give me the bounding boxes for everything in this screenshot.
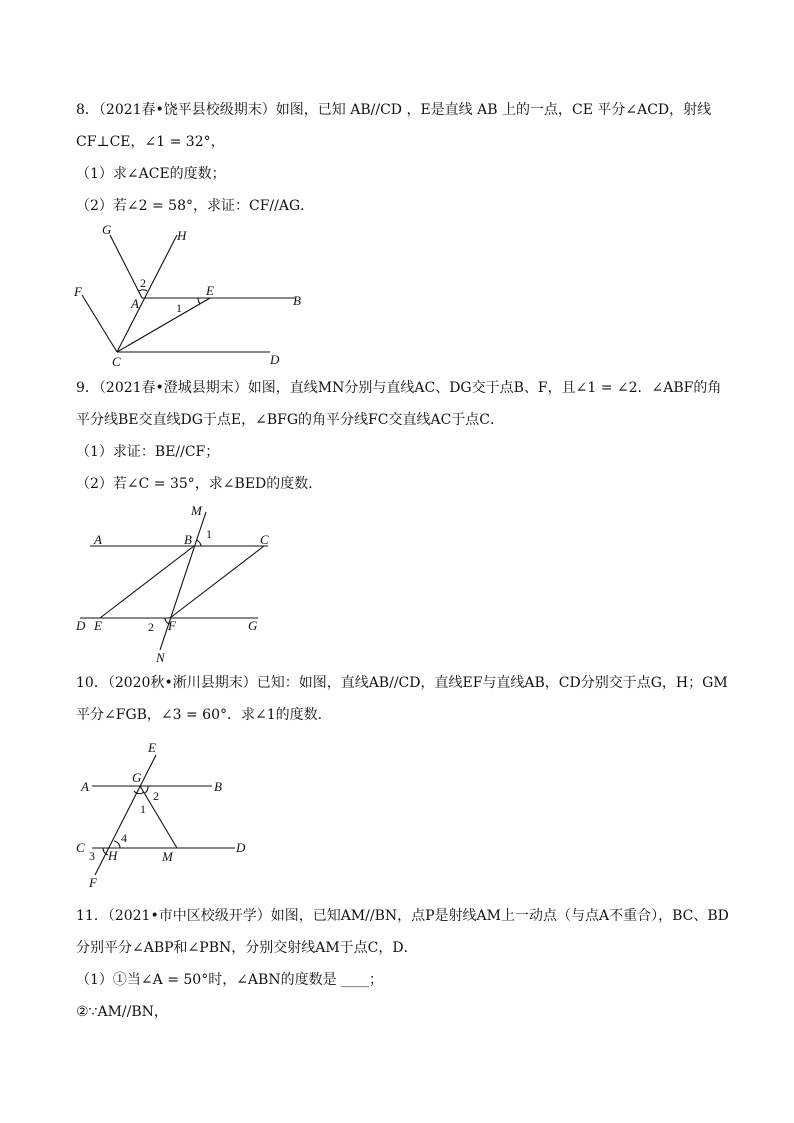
q10-label-G: G: [132, 770, 142, 785]
q8-label-angle2: 2: [140, 276, 146, 290]
q9-line-MN: [160, 512, 206, 650]
q8-label-A: A: [131, 296, 139, 311]
q10-label-E: E: [148, 740, 156, 755]
q8-part2: （2）若∠2 = 58°，求证：CF//AG．: [76, 198, 315, 214]
q9-label-angle2: 2: [148, 620, 154, 634]
q11-line1: 11．（2021•市中区校级开学）如图，已知AM//BN，点P是射线AM上一动点（与点A不重合），BC、BD: [76, 908, 729, 924]
q10-label-B: B: [214, 779, 222, 794]
q9-label-A: A: [94, 532, 102, 547]
q9-segment-BE: [100, 546, 194, 618]
q9-line1: 9．（2021春•澄城县期末）如图，直线MN分别与直线AC、DG交于点B、F，且∠1 = ∠2．∠ABF的角: [76, 380, 722, 396]
q9-label-C: C: [260, 532, 269, 547]
q9-label-D: D: [76, 618, 86, 633]
q8-label-G: G: [102, 222, 112, 237]
q10-label-H: H: [108, 848, 118, 863]
q8-figure: [70, 220, 320, 370]
q9-label-N: N: [156, 650, 165, 665]
q9-label-F: F: [168, 618, 176, 633]
q10-line1: 10．（2020秋•淅川县期末）已知：如图，直线AB//CD，直线EF与直线AB，CD分别交于点G，H；GM: [76, 675, 728, 691]
q8-ray-CF: [82, 295, 117, 352]
q8-line2: CF⊥CE，∠1 = 32°，: [76, 134, 225, 150]
q10-angle2-arc: [145, 786, 148, 793]
q8-part1: （1）求∠ACE的度数；: [76, 166, 226, 182]
q8-label-C: C: [112, 354, 121, 369]
q10-line2: 平分∠FGB，∠3 = 60°．求∠1的度数．: [76, 707, 332, 723]
q9-label-angle1: 1: [206, 527, 212, 541]
q9-part2: （2）若∠C = 35°，求∠BED的度数．: [76, 476, 323, 492]
q8-line1: 8．（2021春•饶平县校级期末）如图，已知 AB//CD ，E是直线 AB 上的一点，CE 平分∠ACD，射线: [76, 102, 712, 118]
q8-label-F: F: [74, 284, 82, 299]
q8-label-E: E: [206, 283, 214, 298]
q10-label-angle3: 3: [89, 849, 95, 863]
q8-label-D: D: [270, 352, 280, 367]
q10-figure: [70, 735, 270, 895]
q9-segment-FC: [170, 546, 264, 618]
q9-part1: （1）求证：BE//CF；: [76, 444, 220, 460]
q10-label-M: M: [162, 849, 173, 864]
q8-angle1-arc: [198, 298, 200, 304]
q10-angle4-arc: [114, 841, 120, 848]
q8-label-B: B: [293, 293, 301, 308]
q10-label-angle2: 2: [153, 789, 159, 803]
q9-figure: [70, 500, 280, 665]
q10-label-angle4: 4: [121, 831, 127, 845]
q10-label-C: C: [76, 840, 85, 855]
q11-line2: 分别平分∠ABP和∠PBN，分别交射线AM于点C，D．: [76, 940, 418, 956]
q11-part1: （1）①当∠A = 50°时，∠ABN的度数是 ____；: [76, 972, 384, 988]
q8-label-H: H: [177, 228, 187, 243]
q8-label-angle1: 1: [176, 301, 182, 315]
q10-label-angle1: 1: [140, 802, 146, 816]
q10-line-EF: [95, 755, 156, 875]
q10-angle1-arc: [134, 791, 144, 794]
q11-part2: ②∵AM//BN，: [76, 1004, 168, 1020]
q9-label-G: G: [248, 618, 258, 633]
q10-label-D: D: [236, 840, 246, 855]
q9-label-B: B: [184, 532, 192, 547]
q8-ray-AG: [110, 235, 142, 298]
q10-label-A: A: [81, 779, 89, 794]
q10-label-F: F: [89, 875, 97, 890]
q9-label-E: E: [94, 618, 102, 633]
q9-line2: 平分线BE交直线DG于点E，∠BFG的角平分线FC交直线AC于点C．: [76, 412, 505, 428]
q9-label-M: M: [191, 503, 202, 518]
